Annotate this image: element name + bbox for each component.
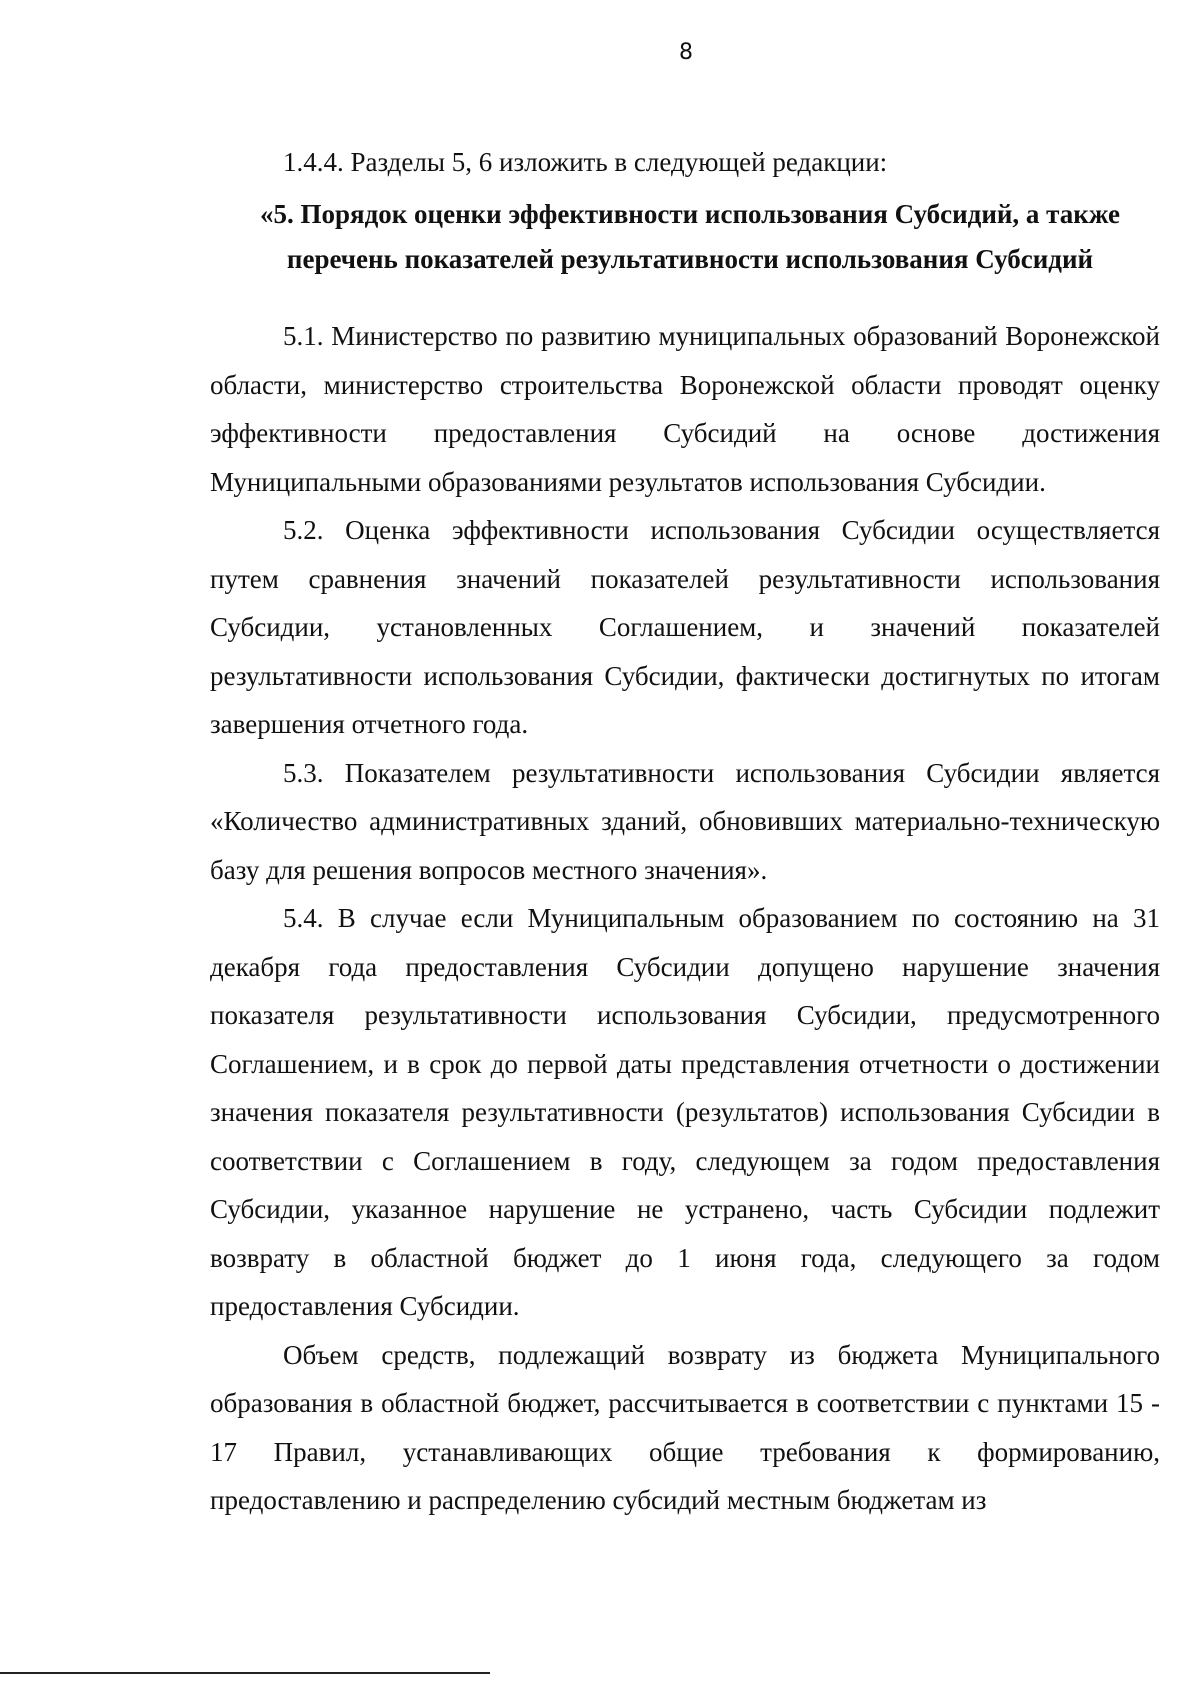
section-heading — [210, 192, 1170, 282]
document-body — [210, 312, 1160, 1525]
footer-rule — [0, 1672, 490, 1674]
section-heading-line-1: «5. Порядок оценки эффективности использования Субсидий, а также — [259, 199, 1121, 229]
paragraph-5-4: 5.4. В случае если Муниципальным образованием по состоянию на 31 декабря года предоставления Субсидии допущено нарушение значения показателя результативности использования Субсидии, предусмотренного Соглашением, и в срок до первой даты представления отчетности о достижении значения показателя результативности (результатов) использования Субсидии в соответствии с Соглашением в году, следующем за годом предоставления Субсидии, указанное нарушение не устранено, часть Субсидии подлежит возврату в областной бюджет до 1 июня года, следующего за годом предоставления Субсидии. — [210, 903, 1160, 1321]
paragraph-5-3: 5.3. Показателем результативности использования Субсидии является «Количество административных зданий, обновивших материально-техническую базу для решения вопросов местного значения». — [210, 757, 1160, 885]
paragraph-refund-volume: Объем средств, подлежащий возврату из бюджета Муниципального образования в областной бюджет, рассчитывается в соответствии с пунктами 15 - 17 Правил, устанавливающих общие требования к формированию, предоставлению и распределению субсидий местным бюджетам из — [210, 1339, 1160, 1515]
page-number: 8 — [679, 40, 693, 65]
paragraph-5-1: 5.1. Министерство по развитию муниципальных образований Воронежской области, министерство строительства Воронежской области проводят оценку эффективности предоставления Субсидий на основе достижения Муниципальными образованиями результатов использования Субсидии. — [210, 321, 1160, 497]
paragraph-5-2: 5.2. Оценка эффективности использования Субсидии осуществляется путем сравнения значений показателей результативности использования Субсидии, установленных Соглашением, и значений показателей результативности использования Субсидии, фактически достигнутых по итогам завершения отчетного года. — [210, 515, 1160, 739]
section-heading-line-2: перечень показателей результативности использования Субсидий — [286, 244, 1094, 274]
amendment-intro: 1.4.4. Разделы 5, 6 изложить в следующей редакции: — [283, 147, 888, 177]
